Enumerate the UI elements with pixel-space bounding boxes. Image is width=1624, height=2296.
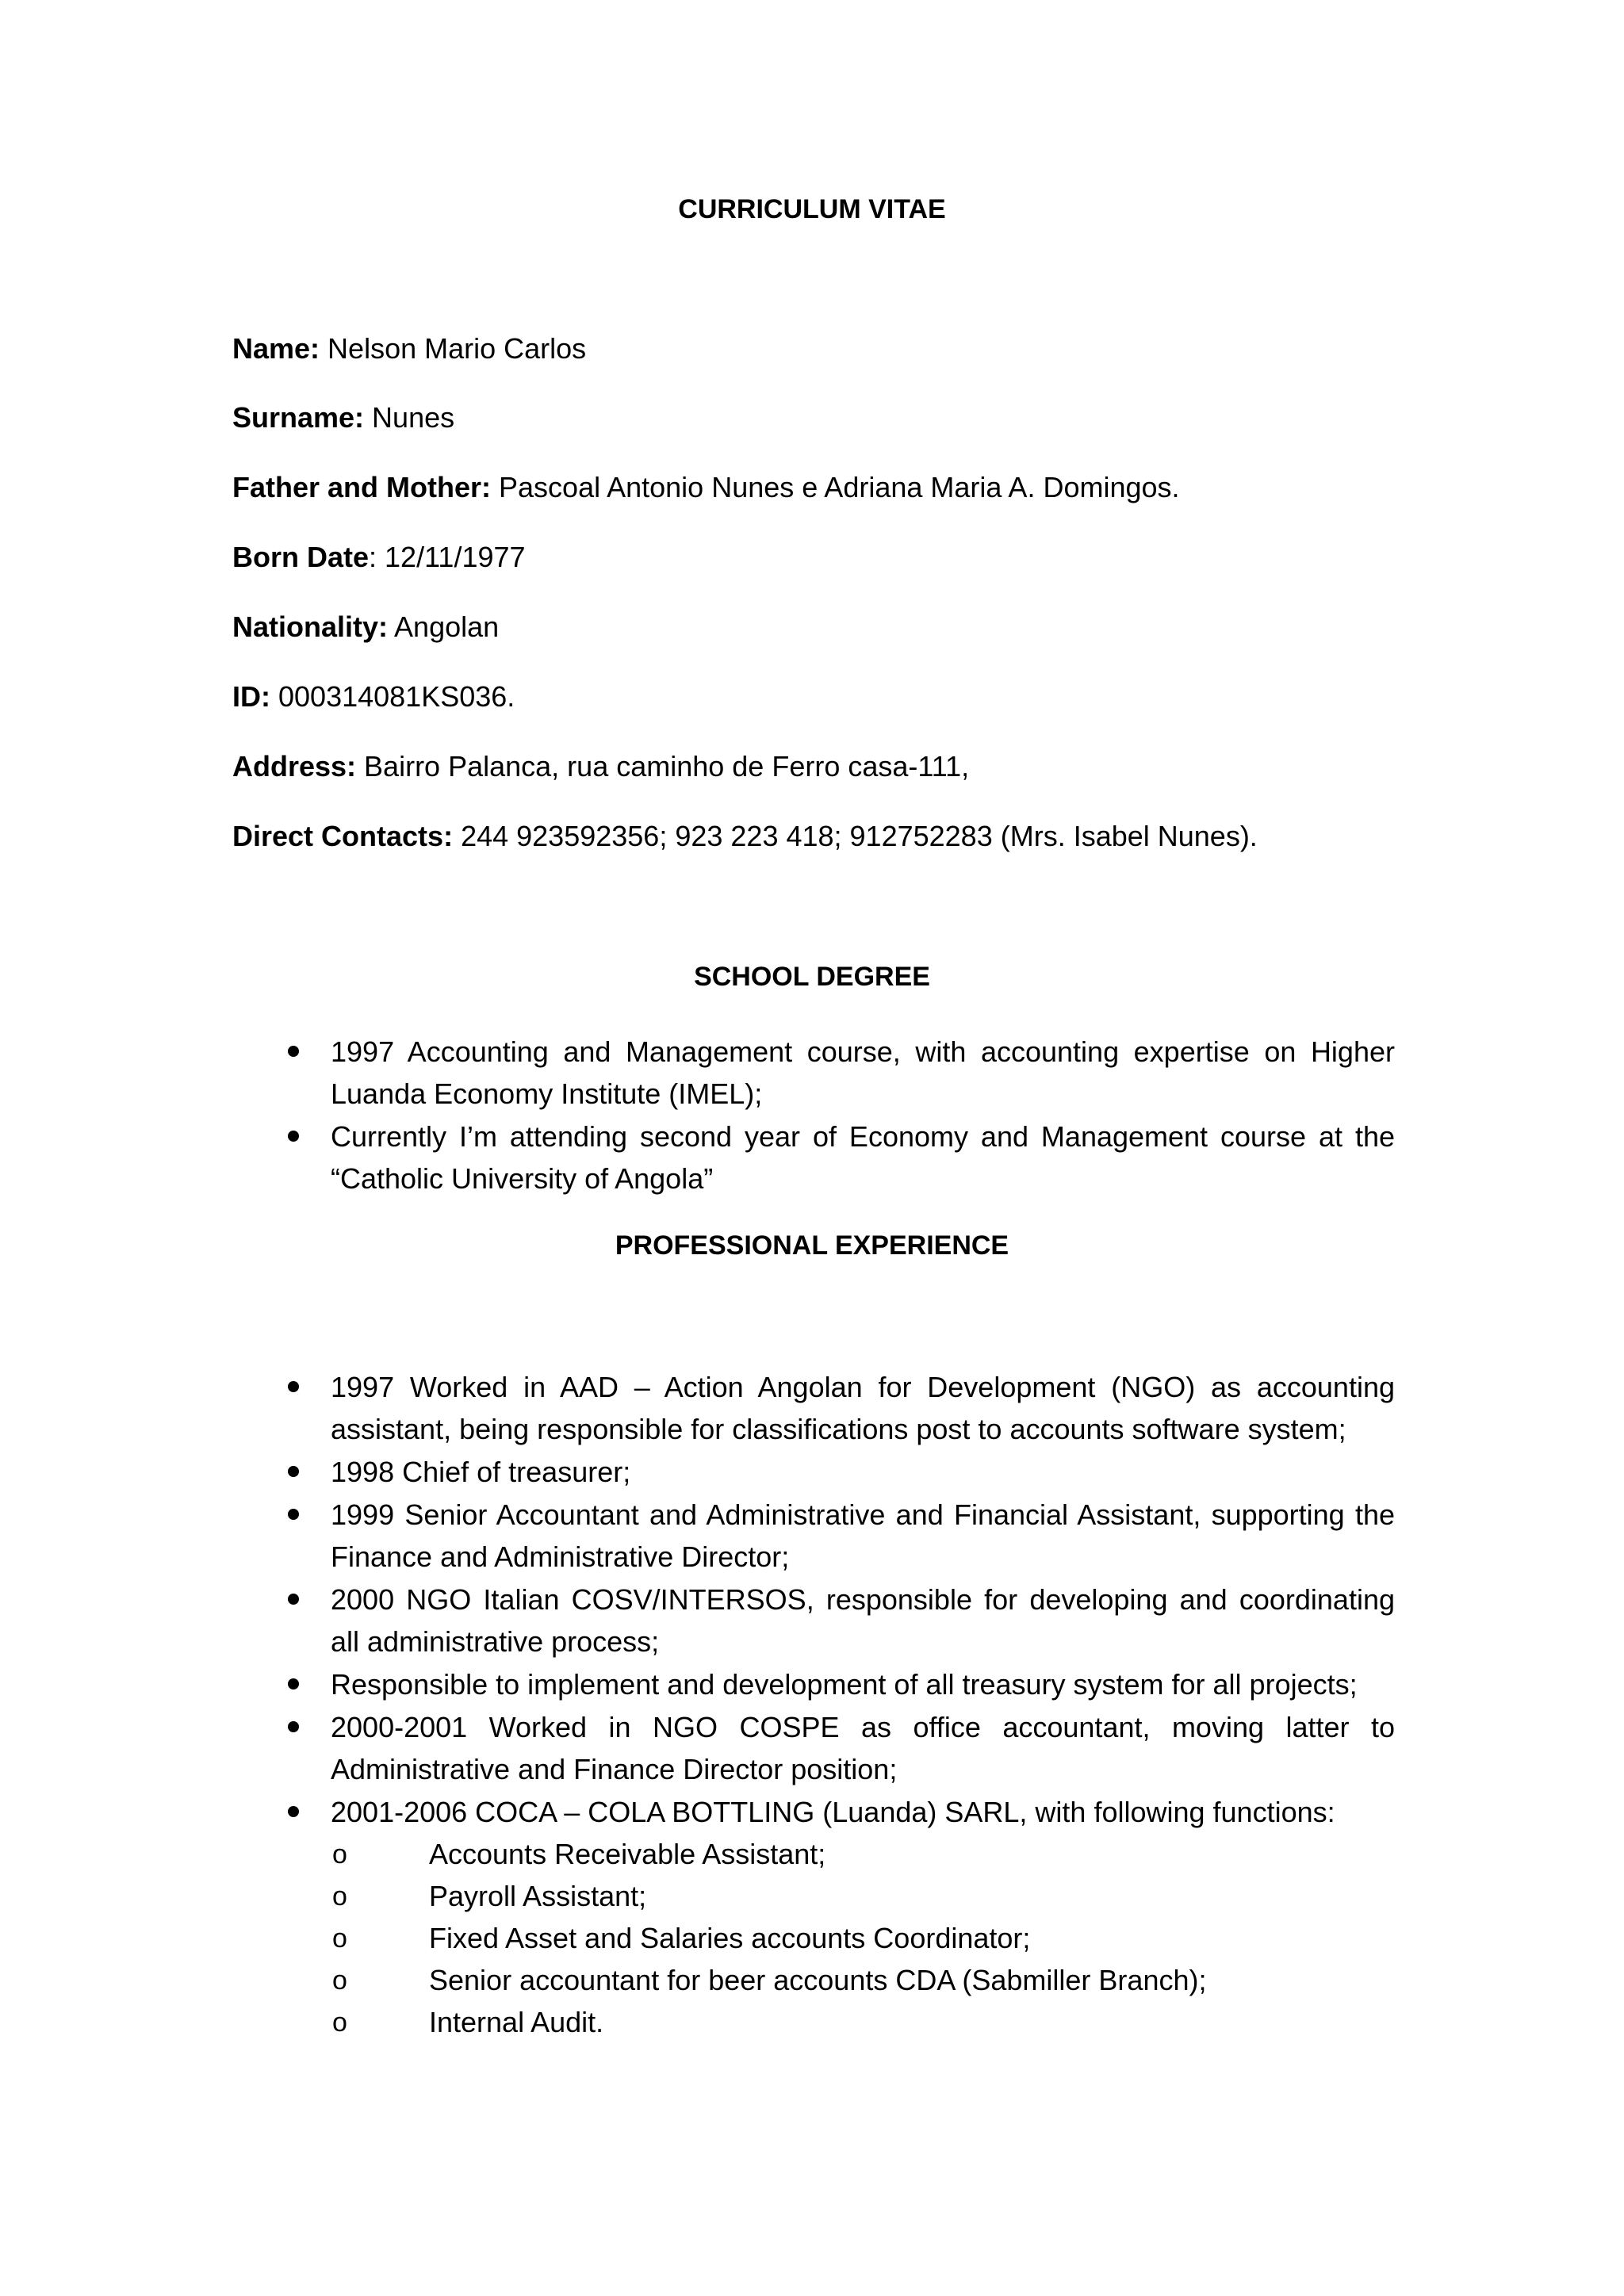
sub-list-item — [331, 1875, 1395, 1917]
sub-list-item — [331, 1917, 1395, 1959]
circle-bullet-icon: o — [332, 2007, 347, 2038]
bullet-icon — [288, 1721, 299, 1732]
list-item-text: 1999 Senior Accountant and Administrative and Financial Assistant, supporting the Finance and Administrative Director; — [331, 1498, 1395, 1573]
list-item-text: 1997 Accounting and Management course, with accounting expertise on Higher Luanda Economy Institute (IMEL); — [331, 1035, 1395, 1110]
list-item — [232, 1031, 1395, 1115]
address-value: Bairro Palanca, rua caminho de Ferro casa-111, — [356, 750, 970, 783]
list-item — [232, 1494, 1395, 1578]
document-title: CURRICULUM VITAE — [678, 194, 946, 224]
bullet-icon — [288, 1594, 299, 1605]
born-date-label: Born Date — [232, 541, 370, 573]
bullet-icon — [288, 1466, 299, 1477]
nationality-label: Nationality: — [232, 610, 389, 643]
bullet-icon — [288, 1806, 299, 1817]
name-value: Nelson Mario Carlos — [320, 332, 587, 365]
list-item-text: 2000 NGO Italian COSV/INTERSOS, responsible for developing and coordinating all administrative process; — [331, 1583, 1395, 1658]
circle-bullet-icon: o — [332, 1965, 347, 1996]
professional-experience-heading: PROFESSIONAL EXPERIENCE — [615, 1230, 1009, 1261]
professional-experience-list — [232, 1366, 1395, 2044]
address-label: Address: — [232, 750, 357, 783]
bullet-icon — [288, 1381, 299, 1392]
list-item — [232, 1451, 1395, 1493]
sub-list-item — [331, 2001, 1395, 2043]
surname-label: Surname: — [232, 401, 365, 434]
sub-list-item-text: Senior accountant for beer accounts CDA (Sabmiller Branch); — [429, 1964, 1207, 1996]
list-item — [232, 1706, 1395, 1790]
contacts-label: Direct Contacts: — [232, 820, 454, 852]
surname-field — [232, 400, 1422, 435]
sub-list-item — [331, 1959, 1395, 2001]
list-item-text: 2001-2006 COCA – COLA BOTTLING (Luanda) SARL, with following functions: — [331, 1796, 1335, 1828]
list-item — [232, 1578, 1395, 1663]
list-item-text: 1997 Worked in AAD – Action Angolan for Development (NGO) as accounting assistant, being responsible for classifications post to accounts software system; — [331, 1371, 1395, 1445]
id-value: 000314081KS036. — [270, 680, 515, 713]
parents-value: Pascoal Antonio Nunes e Adriana Maria A. Domingos. — [491, 471, 1180, 503]
surname-value: Nunes — [364, 401, 455, 434]
parents-field — [232, 470, 1422, 505]
coca-cola-functions-list — [331, 1833, 1395, 2043]
list-item — [232, 1663, 1395, 1705]
list-item-text: 1998 Chief of treasurer; — [331, 1456, 631, 1488]
address-field — [232, 749, 1422, 784]
parents-label: Father and Mother: — [232, 471, 492, 503]
school-degree-list — [232, 1031, 1395, 1200]
list-item-text: Currently I’m attending second year of Economy and Management course at the “Catholic University of Angola” — [331, 1120, 1395, 1195]
circle-bullet-icon: o — [332, 1839, 347, 1869]
nationality-value: Angolan — [388, 610, 500, 643]
sub-list-item-text: Internal Audit. — [429, 2006, 604, 2038]
sub-list-item-text: Accounts Receivable Assistant; — [429, 1838, 826, 1870]
list-item — [232, 1366, 1395, 1450]
born-date-value: : 12/11/1977 — [369, 541, 526, 573]
name-field — [232, 331, 1422, 366]
circle-bullet-icon: o — [332, 1881, 347, 1911]
sub-list-item-text: Fixed Asset and Salaries accounts Coordinator; — [429, 1922, 1031, 1954]
list-item — [232, 1791, 1395, 2043]
list-item-text: 2000-2001 Worked in NGO COSPE as office accountant, moving latter to Administrative and Finance Director position; — [331, 1711, 1395, 1785]
born-date-field — [232, 540, 1422, 575]
circle-bullet-icon: o — [332, 1923, 347, 1954]
bullet-icon — [288, 1678, 299, 1689]
name-label: Name: — [232, 332, 320, 365]
list-item — [232, 1115, 1395, 1200]
id-label: ID: — [232, 680, 270, 713]
school-degree-heading: SCHOOL DEGREE — [694, 962, 930, 992]
bullet-icon — [288, 1046, 299, 1057]
bullet-icon — [288, 1131, 299, 1142]
contacts-field — [232, 819, 1422, 854]
sub-list-item — [331, 1833, 1395, 1875]
id-field — [232, 679, 1422, 714]
sub-list-item-text: Payroll Assistant; — [429, 1880, 647, 1912]
list-item-text: Responsible to implement and development of all treasury system for all projects; — [331, 1668, 1358, 1701]
contacts-value: 244 923592356; 923 223 418; 912752283 (Mrs. Isabel Nunes). — [453, 820, 1258, 852]
bullet-icon — [288, 1509, 299, 1520]
nationality-field — [232, 610, 1422, 645]
